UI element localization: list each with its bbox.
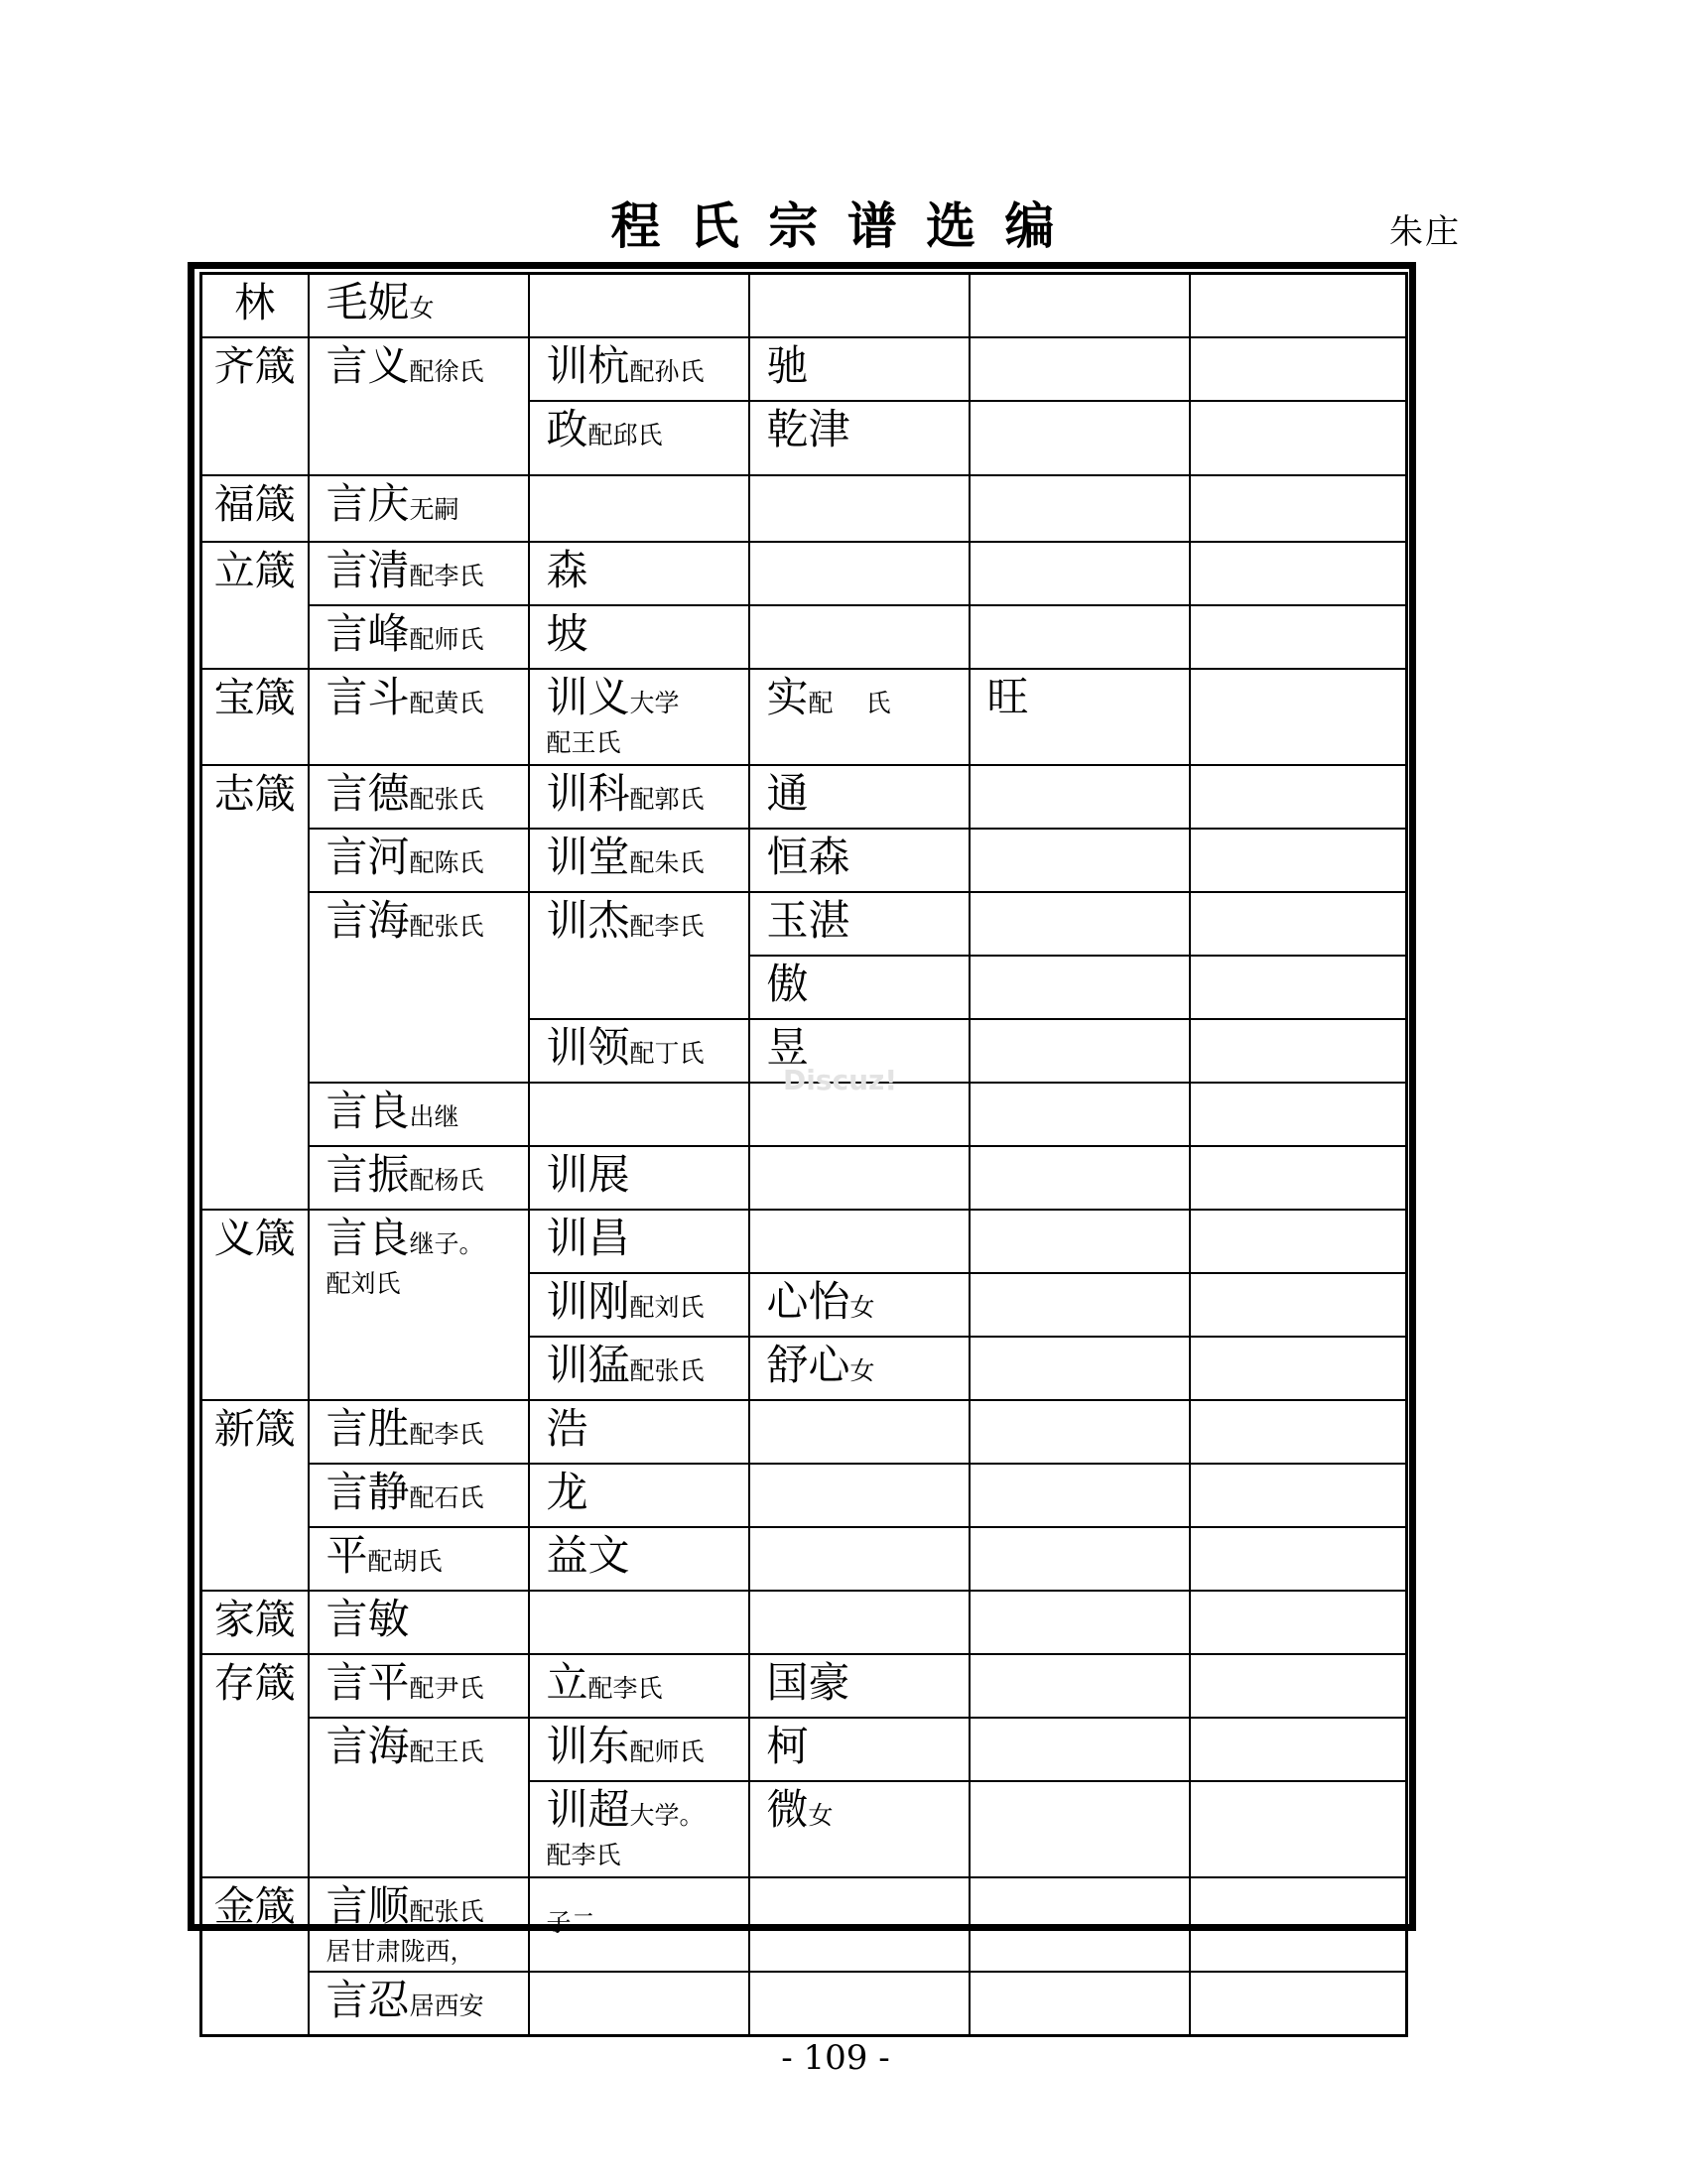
empty-cell <box>1190 956 1407 1019</box>
person-note: 配师氏 <box>629 1737 705 1766</box>
person-name: 言清 <box>325 546 410 594</box>
empty-cell <box>749 1527 970 1591</box>
empty-cell <box>970 1273 1190 1337</box>
person-name: 言德 <box>325 769 410 818</box>
genealogy-table <box>199 272 1408 2037</box>
person-name: 平 <box>325 1531 368 1580</box>
empty-cell <box>1190 1654 1407 1718</box>
gen3-cell <box>749 892 970 956</box>
person-note: 配王氏 <box>409 1737 484 1766</box>
person-note: 配孙氏 <box>629 357 705 386</box>
empty-cell <box>749 1591 970 1654</box>
person-name: 微 <box>766 1785 809 1834</box>
empty-cell <box>970 892 1190 956</box>
gen3-cell <box>749 1718 970 1781</box>
empty-cell <box>1190 1527 1407 1591</box>
table-row <box>201 542 1407 605</box>
empty-cell <box>1190 1718 1407 1781</box>
person-name: 训杭 <box>546 341 630 390</box>
gen2-cell <box>529 765 749 829</box>
empty-cell <box>970 401 1190 475</box>
person-note: 配陈氏 <box>409 848 484 877</box>
empty-cell <box>1190 605 1407 669</box>
gen1-cell <box>309 1877 529 1972</box>
empty-cell <box>749 1464 970 1527</box>
person-note-line2: 配李氏 <box>546 1841 621 1869</box>
table-row <box>201 1400 1407 1464</box>
empty-cell <box>970 1877 1190 1972</box>
gen2-cell <box>529 1273 749 1337</box>
gen2-cell <box>529 337 749 401</box>
person-name: 立 <box>546 1658 588 1707</box>
empty-cell <box>1190 274 1407 338</box>
empty-cell <box>749 542 970 605</box>
empty-cell <box>1190 1019 1407 1083</box>
empty-cell <box>749 475 970 542</box>
person-name: 言斗 <box>325 673 410 721</box>
person-name: 言河 <box>325 833 410 881</box>
person-name: 毛妮 <box>325 278 410 326</box>
empty-cell <box>970 1464 1190 1527</box>
empty-cell <box>1190 1337 1407 1400</box>
empty-cell <box>970 829 1190 892</box>
empty-cell <box>529 1591 749 1654</box>
gen3-cell <box>749 1781 970 1877</box>
table-row <box>201 337 1407 401</box>
empty-cell <box>970 1654 1190 1718</box>
person-note-line2: 居甘肃陇西， <box>325 1937 475 1966</box>
gen2-cell <box>529 401 749 475</box>
empty-cell <box>529 1972 749 2036</box>
empty-cell <box>749 274 970 338</box>
person-note-line2: 配王氏 <box>546 728 621 757</box>
table-row <box>201 1210 1407 1273</box>
table-row <box>201 1718 1407 1781</box>
gen3-cell <box>749 829 970 892</box>
person-name: 训展 <box>546 1150 630 1199</box>
empty-cell <box>970 1083 1190 1146</box>
empty-cell <box>970 1972 1190 2036</box>
person-name: 坡 <box>546 609 588 658</box>
person-name: 言峰 <box>325 609 410 658</box>
person-name: 傲 <box>766 960 809 1008</box>
branch-name: 林 <box>234 279 276 326</box>
empty-cell <box>970 1781 1190 1877</box>
person-note: 配石氏 <box>409 1483 484 1512</box>
table-row <box>201 475 1407 542</box>
gen1-cell <box>309 1591 529 1654</box>
person-note: 配李氏 <box>409 562 484 590</box>
person-name: 舒心 <box>766 1341 850 1389</box>
table-row <box>201 1527 1407 1591</box>
gen3-cell <box>749 765 970 829</box>
person-name: 言良 <box>325 1087 410 1135</box>
empty-cell <box>1190 829 1407 892</box>
gen2-cell <box>529 1464 749 1527</box>
empty-cell <box>1190 1146 1407 1210</box>
person-note: 居西安 <box>409 1991 484 2020</box>
person-name: 言胜 <box>325 1404 410 1453</box>
person-name: 言顺 <box>325 1881 410 1930</box>
table-row <box>201 1972 1407 2036</box>
empty-cell <box>529 1083 749 1146</box>
person-name: 益文 <box>546 1531 630 1580</box>
person-name: 言义 <box>325 341 410 390</box>
person-name: 实 <box>766 673 809 721</box>
branch-name: 立箴 <box>213 547 296 594</box>
person-note: 配朱氏 <box>629 848 705 877</box>
person-note: 配郭氏 <box>629 785 705 814</box>
table-row <box>201 605 1407 669</box>
person-name: 训堂 <box>546 833 630 881</box>
branch-name: 齐箴 <box>213 342 296 390</box>
empty-cell <box>749 605 970 669</box>
branch-cell <box>201 1400 309 1591</box>
empty-cell <box>970 605 1190 669</box>
person-note: 配张氏 <box>409 912 484 941</box>
person-note: 女 <box>849 1293 875 1322</box>
empty-cell <box>1190 542 1407 605</box>
branch-cell <box>201 542 309 669</box>
branch-name: 志箴 <box>213 770 296 818</box>
person-name: 旺 <box>986 673 1029 721</box>
person-note: 出继 <box>409 1102 459 1131</box>
table-row <box>201 1654 1407 1718</box>
branch-cell <box>201 1210 309 1400</box>
gen2-cell <box>529 1877 749 1972</box>
person-name: 言静 <box>325 1468 410 1516</box>
person-note: 大学 <box>629 689 680 717</box>
person-note: 配徐氏 <box>409 357 484 386</box>
gen1-cell <box>309 1527 529 1591</box>
branch-cell <box>201 1591 309 1654</box>
gen1-cell <box>309 475 529 542</box>
empty-cell <box>1190 1400 1407 1464</box>
branch-name: 义箴 <box>213 1215 296 1262</box>
person-note: 配胡氏 <box>367 1547 443 1576</box>
gen3-cell <box>749 337 970 401</box>
person-name: 言忍 <box>325 1976 410 2024</box>
gen3-cell <box>749 1273 970 1337</box>
empty-cell <box>1190 1464 1407 1527</box>
empty-cell <box>1190 1083 1407 1146</box>
table-row <box>201 274 1407 338</box>
empty-cell <box>1190 1781 1407 1877</box>
person-note: 配李氏 <box>409 1420 484 1449</box>
gen2-cell <box>529 1337 749 1400</box>
empty-cell <box>749 1210 970 1273</box>
gen2-cell <box>529 1210 749 1273</box>
gen3-cell <box>749 669 970 765</box>
person-name: 乾津 <box>766 405 850 453</box>
gen1-cell <box>309 1718 529 1877</box>
empty-cell <box>970 765 1190 829</box>
empty-cell <box>970 475 1190 542</box>
empty-cell <box>970 274 1190 338</box>
gen1-cell <box>309 829 529 892</box>
empty-cell <box>970 956 1190 1019</box>
person-name: 训义 <box>546 673 630 721</box>
branch-cell <box>201 669 309 765</box>
table-row <box>201 829 1407 892</box>
gen3-cell <box>749 1337 970 1400</box>
empty-cell <box>529 274 749 338</box>
branch-name: 新箴 <box>213 1405 296 1453</box>
branch-cell <box>201 274 309 338</box>
empty-cell <box>970 337 1190 401</box>
gen1-cell <box>309 274 529 338</box>
person-name: 训昌 <box>546 1214 630 1262</box>
gen1-cell <box>309 1972 529 2036</box>
person-note: 配黄氏 <box>409 689 484 717</box>
person-note: 配刘氏 <box>629 1293 705 1322</box>
gen2-cell <box>529 1146 749 1210</box>
gen1-cell <box>309 1210 529 1400</box>
empty-cell <box>1190 337 1407 401</box>
person-note: 大学。 <box>629 1801 705 1830</box>
empty-cell <box>1190 475 1407 542</box>
branch-cell <box>201 1654 309 1877</box>
gen1-cell <box>309 1464 529 1527</box>
person-note: 无嗣 <box>409 495 459 524</box>
empty-cell <box>970 1019 1190 1083</box>
gen1-cell <box>309 1146 529 1210</box>
table-row <box>201 892 1407 956</box>
empty-cell <box>1190 1972 1407 2036</box>
person-name: 驰 <box>766 341 809 390</box>
person-name: 训超 <box>546 1785 630 1834</box>
person-name: 训杰 <box>546 896 630 945</box>
empty-cell <box>970 1591 1190 1654</box>
gen3-cell <box>749 1654 970 1718</box>
person-name: 言平 <box>325 1658 410 1707</box>
person-name: 国豪 <box>766 1658 850 1707</box>
person-name: 训领 <box>546 1023 630 1072</box>
person-note: 配张氏 <box>409 785 484 814</box>
branch-cell <box>201 765 309 1210</box>
person-note: 配李氏 <box>587 1674 663 1703</box>
empty-cell <box>529 475 749 542</box>
empty-cell <box>1190 765 1407 829</box>
location-label: 朱庄 <box>1389 212 1461 252</box>
person-note: 女 <box>808 1801 834 1830</box>
person-name: 言海 <box>325 896 410 945</box>
empty-cell <box>1190 669 1407 765</box>
empty-cell <box>749 1146 970 1210</box>
person-note: 女 <box>409 294 435 322</box>
gen1-cell <box>309 605 529 669</box>
empty-cell <box>970 1210 1190 1273</box>
gen1-cell <box>309 1083 529 1146</box>
page-title: 程 氏 宗 谱 选 编 <box>610 196 1061 255</box>
gen2-cell <box>529 1400 749 1464</box>
empty-cell <box>1190 892 1407 956</box>
person-name: 言振 <box>325 1150 410 1199</box>
page-number: - 109 - <box>781 2038 890 2078</box>
empty-cell <box>1190 1210 1407 1273</box>
gen2-cell <box>529 669 749 765</box>
person-name: 训科 <box>546 769 630 818</box>
gen1-cell <box>309 669 529 765</box>
table-row <box>201 1591 1407 1654</box>
person-name: 训东 <box>546 1722 630 1770</box>
empty-cell <box>970 1337 1190 1400</box>
person-note: 继子。 <box>409 1229 484 1258</box>
person-name: 柯 <box>766 1722 809 1770</box>
table-row <box>201 669 1407 765</box>
empty-cell <box>1190 1877 1407 1972</box>
person-note-line2: 配刘氏 <box>325 1269 401 1298</box>
empty-cell <box>970 1527 1190 1591</box>
gen3-cell <box>749 401 970 475</box>
person-name: 言庆 <box>325 479 410 528</box>
gen2-cell <box>529 1527 749 1591</box>
gen3-cell <box>749 956 970 1019</box>
person-name: 言良 <box>325 1214 410 1262</box>
branch-cell <box>201 337 309 475</box>
branch-name: 福箴 <box>213 480 296 528</box>
person-note: 配尹氏 <box>409 1674 484 1703</box>
gen4-cell <box>970 669 1190 765</box>
person-note: 配杨氏 <box>409 1166 484 1195</box>
empty-cell <box>1190 1591 1407 1654</box>
empty-cell <box>749 1400 970 1464</box>
person-name: 训刚 <box>546 1277 630 1326</box>
gen1-cell <box>309 337 529 475</box>
person-note: 配师氏 <box>409 625 484 654</box>
gen1-cell <box>309 765 529 829</box>
person-note: 配张氏 <box>629 1356 705 1385</box>
empty-cell <box>970 1718 1190 1781</box>
person-name: 政 <box>546 405 588 453</box>
empty-cell <box>970 1400 1190 1464</box>
gen1-cell <box>309 892 529 1083</box>
table-row <box>201 1146 1407 1210</box>
table-row <box>201 1877 1407 1972</box>
person-name: 训猛 <box>546 1341 630 1389</box>
empty-cell <box>1190 401 1407 475</box>
children-note: 子二 <box>546 1908 596 1937</box>
gen1-cell <box>309 1654 529 1718</box>
person-note: 配邱氏 <box>587 421 663 450</box>
person-note: 配丁氏 <box>629 1039 705 1068</box>
branch-name: 金箴 <box>213 1882 296 1930</box>
branch-cell <box>201 475 309 542</box>
empty-cell <box>749 1972 970 2036</box>
branch-name: 宝箴 <box>213 674 296 721</box>
branch-name: 家箴 <box>213 1596 296 1643</box>
person-name: 恒森 <box>766 833 850 881</box>
gen2-cell <box>529 1718 749 1781</box>
gen2-cell <box>529 892 749 1019</box>
person-name: 心怡 <box>766 1277 850 1326</box>
branch-name: 存箴 <box>213 1659 296 1707</box>
gen1-cell <box>309 542 529 605</box>
person-name: 通 <box>766 769 809 818</box>
gen2-cell <box>529 829 749 892</box>
empty-cell <box>1190 1273 1407 1337</box>
gen2-cell <box>529 605 749 669</box>
person-name: 浩 <box>546 1404 588 1453</box>
person-name: 玉湛 <box>766 896 850 945</box>
person-name: 言海 <box>325 1722 410 1770</box>
table-row <box>201 765 1407 829</box>
person-note: 女 <box>849 1356 875 1385</box>
empty-cell <box>970 542 1190 605</box>
gen1-cell <box>309 1400 529 1464</box>
person-note: 配 氏 <box>808 689 891 717</box>
empty-cell <box>749 1877 970 1972</box>
watermark: Discuz! <box>783 1064 898 1096</box>
person-name: 言敏 <box>325 1595 410 1643</box>
gen2-cell <box>529 1654 749 1718</box>
person-note: 配张氏 <box>409 1897 484 1926</box>
gen2-cell <box>529 1781 749 1877</box>
person-name: 昱 <box>766 1023 809 1072</box>
person-name: 龙 <box>546 1468 588 1516</box>
person-note: 配李氏 <box>629 912 705 941</box>
empty-cell <box>970 1146 1190 1210</box>
gen2-cell <box>529 1019 749 1083</box>
gen2-cell <box>529 542 749 605</box>
table-row <box>201 1464 1407 1527</box>
person-name: 森 <box>546 546 588 594</box>
branch-cell <box>201 1877 309 2036</box>
